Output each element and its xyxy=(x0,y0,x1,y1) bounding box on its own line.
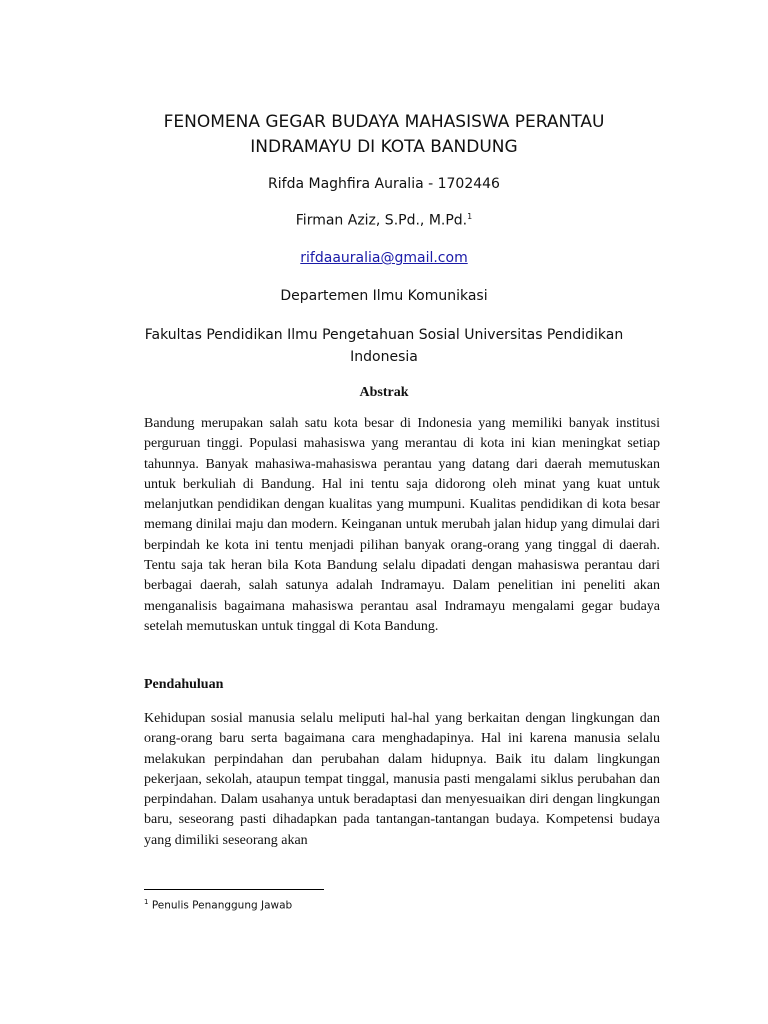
introduction-heading: Pendahuluan xyxy=(144,677,224,692)
email-line xyxy=(60,250,708,266)
advisor-footnote-mark: 1 xyxy=(467,212,473,221)
faculty-line-2: Indonesia xyxy=(350,349,418,365)
footnote-text: Penulis Penanggung Jawab xyxy=(151,899,293,912)
paper-title xyxy=(60,110,708,160)
abstract-text: Bandung merupakan salah satu kota besar di Indonesia yang memiliki banyak institusi perguruan tinggi. Populasi mahasiswa yang merantau di kota ini kian meningkat setiap tahunnya. Banyak mahasiwa-mahasiswa perantau yang datang dari daerah memutuskan untuk berkuliah di Bandung. Hal ini tentu saja didorong oleh minat yang kuat untuk melanjutkan pendidikan dengan kualitas yang mumpuni. Kualitas pendidikan di kota besar memang dinilai maju dan modern. Keinganan untuk merubah jalan hidup yang dimulai dari berpindah ke kota ini tentu menjadi pilihan banyak orang-orang yang tinggal di daerah. Tentu saja tak heran bila Kota Bandung selalu dipadati dengan mahasiswa perantau dari berbagai daerah, salah satunya adalah Indramayu. Dalam penelitian ini peneliti akan menganalisis bagaimana mahasiswa perantau asal Indramayu mengalami gegar budaya setelah memutuskan untuk tinggal di Kota Bandung. xyxy=(144,416,660,634)
footnote-divider xyxy=(144,889,324,890)
email-link[interactable]: rifdaauralia@gmail.com xyxy=(300,250,468,266)
advisor-line xyxy=(60,212,708,229)
author-name: Rifda Maghfira Auralia - 1702446 xyxy=(268,176,500,192)
advisor-name: Firman Aziz, S.Pd., M.Pd. xyxy=(295,212,468,229)
footnote-mark: 1 xyxy=(144,898,149,906)
department: Departemen Ilmu Komunikasi xyxy=(280,288,488,304)
faculty-line-1: Fakultas Pendidikan Ilmu Pengetahuan Sosial Universitas Pendidikan xyxy=(144,327,624,343)
abstract-heading: Abstrak xyxy=(359,385,409,400)
footnote xyxy=(144,898,292,912)
title-line-2: INDRAMAYU DI KOTA BANDUNG xyxy=(250,137,518,157)
introduction-text: Kehidupan sosial manusia selalu meliputi hal-hal yang berkaitan dengan lingkungan dan orang-orang baru serta bagaimana cara menghadapinya. Hal ini karena manusia selalu melakukan perpindahan dan perubahan dalam hidupnya. Baik itu dalam lingkungan pekerjaan, sekolah, ataupun tempat tinggal, manusia pasti mengalami siklus perubahan dan perpindahan. Dalam usahanya untuk beradaptasi dan menyesuaikan diri dengan lingkungan baru, seseorang pasti dihadapkan pada tantangan-tantangan budaya. Kompetensi budaya yang dimiliki seseorang akan xyxy=(144,711,660,848)
faculty xyxy=(60,324,708,368)
title-line-1: FENOMENA GEGAR BUDAYA MAHASISWA PERANTAU xyxy=(163,112,605,132)
